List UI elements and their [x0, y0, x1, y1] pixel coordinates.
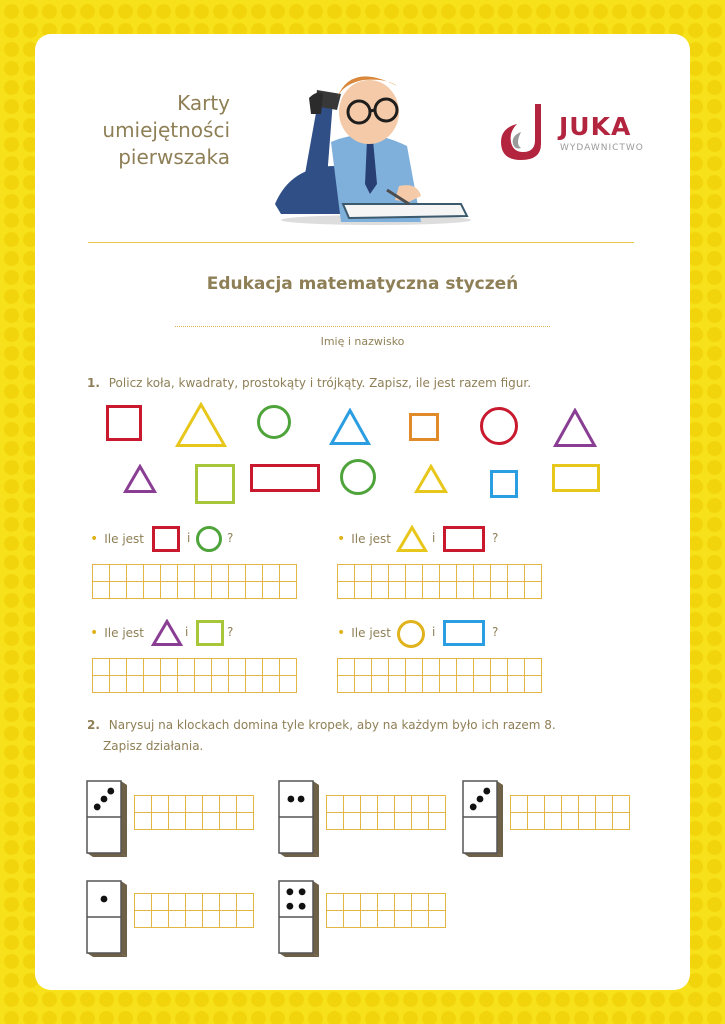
- grid-cell[interactable]: [135, 894, 152, 911]
- grid-cell[interactable]: [361, 813, 378, 830]
- name-write-line[interactable]: [175, 326, 550, 327]
- title-line: umiejętności: [102, 118, 230, 142]
- answer-grid[interactable]: [337, 658, 542, 693]
- grid-cell[interactable]: [169, 813, 186, 830]
- grid-cell[interactable]: [110, 676, 127, 693]
- grid-cell[interactable]: [355, 676, 372, 693]
- grid-cell[interactable]: [212, 582, 229, 599]
- grid-cell[interactable]: [406, 659, 423, 676]
- grid-cell[interactable]: [110, 565, 127, 582]
- grid-cell[interactable]: [440, 676, 457, 693]
- grid-cell[interactable]: [127, 565, 144, 582]
- grid-cell[interactable]: [186, 911, 203, 928]
- grid-cell[interactable]: [280, 659, 297, 676]
- grid-cell[interactable]: [186, 894, 203, 911]
- grid-cell[interactable]: [186, 813, 203, 830]
- domino-dot: [101, 896, 108, 903]
- grid-cell[interactable]: [178, 659, 195, 676]
- grid-cell[interactable]: [508, 676, 525, 693]
- grid-cell[interactable]: [178, 565, 195, 582]
- triangle-shape: [414, 464, 448, 494]
- worksheet-page: [35, 34, 690, 990]
- grid-cell[interactable]: [457, 659, 474, 676]
- grid-cell[interactable]: [361, 894, 378, 911]
- grid-cell[interactable]: [508, 565, 525, 582]
- grid-cell[interactable]: [161, 565, 178, 582]
- grid-cell[interactable]: [545, 796, 562, 813]
- grid-cell[interactable]: [389, 565, 406, 582]
- grid-cell[interactable]: [344, 813, 361, 830]
- grid-cell[interactable]: [525, 582, 542, 599]
- grid-cell[interactable]: [378, 813, 395, 830]
- grid-cell[interactable]: [280, 582, 297, 599]
- grid-cell[interactable]: [372, 582, 389, 599]
- grid-cell[interactable]: [440, 659, 457, 676]
- domino-tile[interactable]: [461, 779, 505, 859]
- grid-cell[interactable]: [423, 659, 440, 676]
- grid-cell[interactable]: [511, 813, 528, 830]
- grid-cell[interactable]: [474, 659, 491, 676]
- question-3: • Ile jest: [90, 625, 145, 641]
- grid-cell[interactable]: [525, 676, 542, 693]
- title-line: Karty: [177, 91, 230, 115]
- grid-cell[interactable]: [152, 911, 169, 928]
- grid-cell[interactable]: [135, 813, 152, 830]
- grid-cell[interactable]: [93, 565, 110, 582]
- grid-cell[interactable]: [528, 813, 545, 830]
- question-joiner: i: [432, 531, 436, 545]
- grid-cell[interactable]: [144, 676, 161, 693]
- grid-cell[interactable]: [474, 582, 491, 599]
- triangle-shape: [396, 525, 428, 553]
- grid-cell[interactable]: [440, 582, 457, 599]
- grid-cell[interactable]: [406, 565, 423, 582]
- grid-cell[interactable]: [491, 676, 508, 693]
- triangle-shape: [329, 408, 371, 446]
- domino-dot: [288, 796, 295, 803]
- domino-dot: [477, 796, 484, 803]
- header-divider: [88, 242, 634, 243]
- grid-cell[interactable]: [127, 659, 144, 676]
- question-2: • Ile jest: [337, 531, 392, 547]
- triangle-shape: [123, 464, 157, 494]
- grid-cell[interactable]: [220, 796, 237, 813]
- question-prefix: Ile jest: [104, 626, 145, 640]
- domino-dot: [94, 804, 101, 811]
- grid-cell[interactable]: [161, 659, 178, 676]
- grid-cell[interactable]: [161, 582, 178, 599]
- grid-cell[interactable]: [212, 676, 229, 693]
- grid-cell[interactable]: [186, 796, 203, 813]
- square-shape: [489, 469, 519, 499]
- circle-shape: [195, 525, 223, 553]
- grid-cell[interactable]: [511, 796, 528, 813]
- grid-cell[interactable]: [412, 796, 429, 813]
- grid-cell[interactable]: [457, 565, 474, 582]
- grid-cell[interactable]: [372, 659, 389, 676]
- question-suffix: ?: [227, 531, 234, 545]
- grid-cell[interactable]: [212, 565, 229, 582]
- grid-cell[interactable]: [562, 813, 579, 830]
- question-prefix: Ile jest: [104, 532, 145, 546]
- grid-cell[interactable]: [579, 796, 596, 813]
- grid-cell[interactable]: [457, 676, 474, 693]
- grid-cell[interactable]: [127, 676, 144, 693]
- question-1: • Ile jest: [90, 531, 145, 547]
- grid-cell[interactable]: [237, 911, 254, 928]
- square-shape: [195, 619, 225, 647]
- grid-cell[interactable]: [562, 796, 579, 813]
- grid-cell[interactable]: [93, 582, 110, 599]
- domino-dot: [483, 788, 490, 795]
- grid-cell[interactable]: [491, 582, 508, 599]
- grid-cell[interactable]: [361, 911, 378, 928]
- answer-grid[interactable]: [337, 564, 542, 599]
- rectangle-shape: [249, 463, 321, 493]
- grid-cell[interactable]: [508, 582, 525, 599]
- grid-cell[interactable]: [327, 911, 344, 928]
- grid-cell[interactable]: [144, 659, 161, 676]
- grid-cell[interactable]: [525, 659, 542, 676]
- grid-cell[interactable]: [338, 582, 355, 599]
- grid-cell[interactable]: [229, 676, 246, 693]
- grid-cell[interactable]: [508, 659, 525, 676]
- grid-cell[interactable]: [237, 894, 254, 911]
- grid-cell[interactable]: [169, 911, 186, 928]
- grid-cell[interactable]: [220, 813, 237, 830]
- answer-grid[interactable]: [134, 893, 254, 928]
- grid-cell[interactable]: [338, 565, 355, 582]
- task-2-instruction: [87, 715, 556, 757]
- domino-dot: [299, 903, 306, 910]
- grid-cell[interactable]: [203, 894, 220, 911]
- question-joiner: i: [185, 625, 189, 639]
- grid-cell[interactable]: [152, 894, 169, 911]
- grid-cell[interactable]: [412, 894, 429, 911]
- grid-cell[interactable]: [344, 796, 361, 813]
- grid-cell[interactable]: [263, 676, 280, 693]
- circle-shape: [339, 458, 377, 496]
- grid-cell[interactable]: [395, 796, 412, 813]
- grid-cell[interactable]: [474, 676, 491, 693]
- grid-cell[interactable]: [152, 796, 169, 813]
- grid-cell[interactable]: [378, 911, 395, 928]
- rectangle-shape: [442, 619, 486, 647]
- title-line: pierwszaka: [118, 145, 230, 169]
- grid-cell[interactable]: [169, 894, 186, 911]
- grid-cell[interactable]: [429, 796, 446, 813]
- grid-cell[interactable]: [528, 796, 545, 813]
- grid-cell[interactable]: [429, 911, 446, 928]
- answer-grid[interactable]: [510, 795, 630, 830]
- grid-cell[interactable]: [144, 565, 161, 582]
- question-joiner: i: [187, 531, 191, 545]
- triangle-shape: [151, 619, 183, 647]
- task-text: Policz koła, kwadraty, prostokąty i trójkąty. Zapisz, ile jest razem figur.: [108, 376, 532, 390]
- grid-cell[interactable]: [429, 894, 446, 911]
- grid-cell[interactable]: [246, 582, 263, 599]
- grid-cell[interactable]: [579, 813, 596, 830]
- grid-cell[interactable]: [195, 582, 212, 599]
- grid-cell[interactable]: [263, 582, 280, 599]
- grid-cell[interactable]: [344, 911, 361, 928]
- domino-dot: [101, 796, 108, 803]
- rectangle-shape: [551, 463, 601, 493]
- grid-cell[interactable]: [423, 676, 440, 693]
- grid-cell[interactable]: [195, 659, 212, 676]
- grid-cell[interactable]: [229, 582, 246, 599]
- domino-dot: [107, 788, 114, 795]
- grid-cell[interactable]: [412, 911, 429, 928]
- grid-cell[interactable]: [389, 582, 406, 599]
- grid-cell[interactable]: [93, 676, 110, 693]
- grid-cell[interactable]: [474, 565, 491, 582]
- grid-cell[interactable]: [263, 565, 280, 582]
- question-prefix: Ile jest: [351, 532, 392, 546]
- grid-cell[interactable]: [135, 796, 152, 813]
- grid-cell[interactable]: [178, 676, 195, 693]
- grid-cell[interactable]: [280, 676, 297, 693]
- worksheet-heading: Edukacja matematyczna styczeń: [206, 274, 519, 294]
- grid-cell[interactable]: [338, 659, 355, 676]
- task-number: 2.: [87, 718, 100, 732]
- domino-dot: [299, 888, 306, 895]
- grid-cell[interactable]: [355, 659, 372, 676]
- grid-cell[interactable]: [280, 565, 297, 582]
- answer-grid[interactable]: [326, 893, 446, 928]
- grid-cell[interactable]: [613, 813, 630, 830]
- grid-cell[interactable]: [212, 659, 229, 676]
- grid-cell[interactable]: [327, 894, 344, 911]
- grid-cell[interactable]: [178, 582, 195, 599]
- answer-grid[interactable]: [134, 795, 254, 830]
- grid-cell[interactable]: [169, 796, 186, 813]
- brand-subtitle: WYDAWNICTWO: [560, 143, 644, 153]
- domino-tile[interactable]: [85, 779, 129, 859]
- grid-cell[interactable]: [596, 796, 613, 813]
- question-prefix: Ile jest: [351, 626, 392, 640]
- grid-cell[interactable]: [203, 911, 220, 928]
- publisher-logo-icon: [495, 100, 555, 164]
- grid-cell[interactable]: [378, 894, 395, 911]
- grid-cell[interactable]: [457, 582, 474, 599]
- grid-cell[interactable]: [440, 565, 457, 582]
- grid-cell[interactable]: [110, 659, 127, 676]
- task-text: Zapisz działania.: [103, 739, 204, 753]
- grid-cell[interactable]: [144, 582, 161, 599]
- square-shape: [151, 525, 181, 553]
- grid-cell[interactable]: [161, 676, 178, 693]
- grid-cell[interactable]: [395, 813, 412, 830]
- grid-cell[interactable]: [372, 565, 389, 582]
- question-suffix: ?: [227, 625, 234, 639]
- grid-cell[interactable]: [237, 796, 254, 813]
- grid-cell[interactable]: [389, 676, 406, 693]
- rectangle-shape: [442, 525, 486, 553]
- question-joiner: i: [432, 625, 436, 639]
- grid-cell[interactable]: [93, 659, 110, 676]
- grid-cell[interactable]: [491, 659, 508, 676]
- triangle-shape: [175, 402, 227, 448]
- question-suffix: ?: [492, 625, 499, 639]
- brand-name: JUKA: [559, 112, 632, 141]
- grid-cell[interactable]: [327, 796, 344, 813]
- grid-cell[interactable]: [423, 582, 440, 599]
- name-label: Imię i nazwisko: [320, 335, 405, 348]
- grid-cell[interactable]: [220, 894, 237, 911]
- grid-cell[interactable]: [237, 813, 254, 830]
- grid-cell[interactable]: [412, 813, 429, 830]
- worksheet-title: [90, 90, 230, 171]
- domino-tile[interactable]: [277, 879, 321, 959]
- grid-cell[interactable]: [525, 565, 542, 582]
- domino-dot: [286, 888, 293, 895]
- task-1-instruction: [87, 373, 531, 394]
- grid-cell[interactable]: [344, 894, 361, 911]
- grid-cell[interactable]: [596, 813, 613, 830]
- grid-cell[interactable]: [246, 659, 263, 676]
- grid-cell[interactable]: [135, 911, 152, 928]
- grid-cell[interactable]: [372, 676, 389, 693]
- circle-shape: [396, 619, 426, 649]
- answer-grid[interactable]: [92, 564, 297, 599]
- square-shape: [194, 463, 236, 505]
- question-4: • Ile jest: [337, 625, 392, 641]
- grid-cell[interactable]: [545, 813, 562, 830]
- grid-cell[interactable]: [395, 911, 412, 928]
- task-number: 1.: [87, 376, 100, 390]
- question-suffix: ?: [492, 531, 499, 545]
- grid-cell[interactable]: [152, 813, 169, 830]
- grid-cell[interactable]: [110, 582, 127, 599]
- grid-cell[interactable]: [423, 565, 440, 582]
- square-shape: [408, 412, 440, 442]
- triangle-shape: [553, 408, 597, 448]
- grid-cell[interactable]: [355, 565, 372, 582]
- boy-illustration: [271, 54, 481, 226]
- grid-cell[interactable]: [327, 813, 344, 830]
- task-text: Narysuj na klockach domina tyle kropek, aby na każdym było ich razem 8.: [108, 718, 556, 732]
- grid-cell[interactable]: [406, 582, 423, 599]
- grid-cell[interactable]: [203, 796, 220, 813]
- grid-cell[interactable]: [127, 582, 144, 599]
- grid-cell[interactable]: [220, 911, 237, 928]
- grid-cell[interactable]: [378, 796, 395, 813]
- grid-cell[interactable]: [389, 659, 406, 676]
- grid-cell[interactable]: [246, 565, 263, 582]
- circle-shape: [256, 404, 292, 440]
- grid-cell[interactable]: [246, 676, 263, 693]
- domino-dot: [298, 796, 305, 803]
- answer-grid[interactable]: [92, 658, 297, 693]
- grid-cell[interactable]: [429, 813, 446, 830]
- domino-dot: [286, 903, 293, 910]
- domino-tile[interactable]: [85, 879, 129, 959]
- grid-cell[interactable]: [395, 894, 412, 911]
- grid-cell[interactable]: [195, 565, 212, 582]
- grid-cell[interactable]: [195, 676, 212, 693]
- grid-cell[interactable]: [406, 676, 423, 693]
- grid-cell[interactable]: [229, 565, 246, 582]
- grid-cell[interactable]: [491, 565, 508, 582]
- grid-cell[interactable]: [229, 659, 246, 676]
- grid-cell[interactable]: [613, 796, 630, 813]
- grid-cell[interactable]: [203, 813, 220, 830]
- domino-dot: [470, 804, 477, 811]
- square-shape: [105, 404, 143, 442]
- grid-cell[interactable]: [355, 582, 372, 599]
- circle-shape: [479, 406, 519, 446]
- grid-cell[interactable]: [263, 659, 280, 676]
- grid-cell[interactable]: [338, 676, 355, 693]
- answer-grid[interactable]: [326, 795, 446, 830]
- domino-tile[interactable]: [277, 779, 321, 859]
- grid-cell[interactable]: [361, 796, 378, 813]
